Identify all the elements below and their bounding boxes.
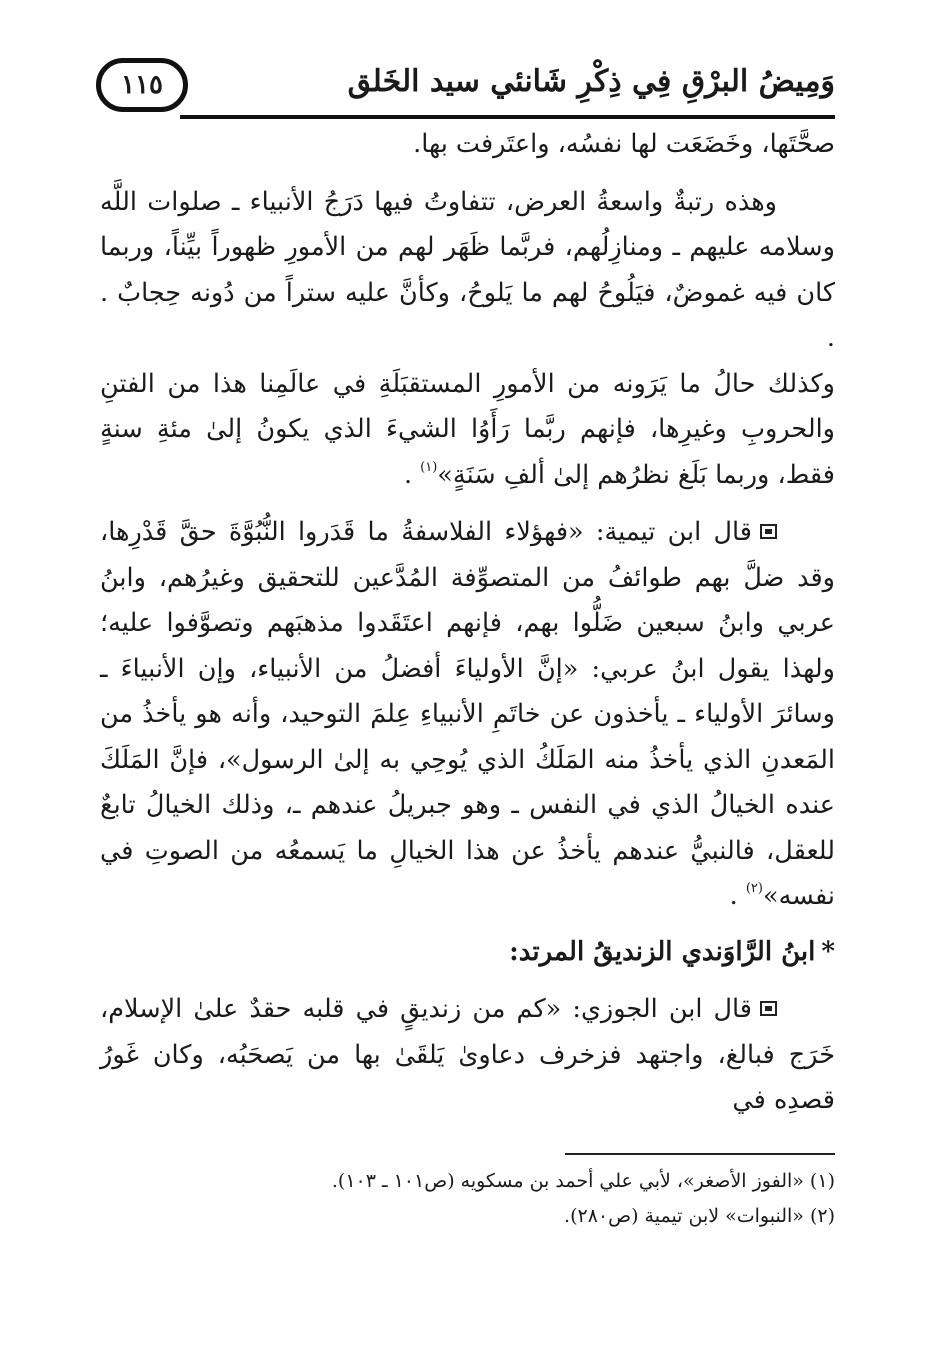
asterisk-icon: * <box>821 936 835 967</box>
paragraph-3 <box>100 362 835 499</box>
paragraph-marker-icon <box>760 1001 777 1016</box>
page-header <box>100 58 835 118</box>
footnote-2: (٢) «النبوات» لابن تيمية (ص٢٨٠). <box>564 1205 835 1227</box>
footnote-ref-2: (٢) <box>745 881 763 896</box>
page-number: ١١٥ <box>121 70 163 100</box>
footnote-divider <box>565 1153 835 1155</box>
paragraph-2: وهذه رتبةٌ واسعةُ العرض، تتفاوتُ فيها دَرَجُ الأنبياء ـ صلوات اللَّه وسلامه عليهم ـ ومنازِلُهم، فربَّما ظَهَر لهم من الأمورِ ظهوراً بيِّناً، وربما كان فيه غموضٌ، فيَلُوحُ لهم ما يَلوحُ، وكأنَّ عليه ستراً من دُونه حِجابٌ . . <box>100 186 835 353</box>
paragraph-4 <box>100 510 835 920</box>
paragraph-3-end: . <box>403 459 421 490</box>
paragraph-3-text: وكذلك حالُ ما يَرَونه من الأمورِ المستقبَلَةِ في عالَمِنا هذا من الفتنِ والحروبِ وغيرِها، فإنهم ربَّما رَأَوُا الشيءَ الذي يكونُ إلىٰ مئةِ سنةٍ فقط، وربما بَلَغ نظرُهم إلىٰ ألفِ سَنَةٍ» <box>100 368 835 490</box>
footnote-ref-1: (١) <box>420 459 438 475</box>
header-rule <box>180 115 835 119</box>
page-number-badge <box>96 58 188 112</box>
paragraph-5 <box>100 987 835 1124</box>
paragraph-4-text: قال ابن تيمية: «فهؤلاء الفلاسفةُ ما قَدَروا النُّبُوَّةَ حقَّ قَدْرِها، وقد ضلَّ بهم طوائفُ من المتصوِّفة المُدَّعين للتحقيق وغيرُهم، وابنُ عربي وابنُ سبعين ضَلُّوا بهم، فإنهم اعتَقَدوا مذهبَهم وتصوَّفوا عليه؛ ولهذا يقول ابنُ عربي: «إنَّ الأولياءَ أفضلُ من الأنبياء، وإن الأنبياءَ ـ وسائرَ الأولياء ـ يأخذون عن خاتَمِ الأنبياءِ عِلمَ التوحيد، وأنه هو يأخذُ من المَعدنِ الذي يأخذُ منه المَلَكُ الذي يُوحِي به إلىٰ الرسول»، فإنَّ المَلَكَ عنده الخيالُ الذي في النفس ـ وهو جبريلُ عندهم ـ، وذلك الخيالُ تابعٌ للعقل، فالنبيُّ عندهم يأخذُ عن هذا الخيالِ ما يَسمعُه من الصوتِ في نفسه» <box>100 517 835 911</box>
footnote-1: (١) «الفوز الأصغر»، لأبي علي أحمد بن مسكويه (ص١٠١ ـ ١٠٣). <box>331 1170 835 1192</box>
running-title: وَمِيضُ البرْقِ فِي ذِكْرِ شَانئي سيد الخَلق <box>347 64 835 99</box>
section-heading-text: ابنُ الرَّاوَندي الزنديقُ المرتد: <box>509 936 816 967</box>
paragraph-4-end: . <box>729 881 746 911</box>
footnotes <box>100 1164 835 1234</box>
paragraph-marker-icon <box>760 524 777 539</box>
paragraph-5-text: قال ابن الجوزي: «كم من زنديقٍ في قلبه حقدٌ علىٰ الإسلام، خَرَج فبالغ، واجتهد فزخرف دعاوىٰ يَلقَىٰ بها من يَصحَبُه، وكان غَورُ قصدِه في <box>100 994 835 1115</box>
section-heading <box>100 930 835 976</box>
book-page <box>100 58 835 1308</box>
paragraph-1: صحَّتَها، وخَضَعَت لها نفسُه، واعتَرفت بها. <box>413 129 835 159</box>
body-text <box>100 122 835 1124</box>
